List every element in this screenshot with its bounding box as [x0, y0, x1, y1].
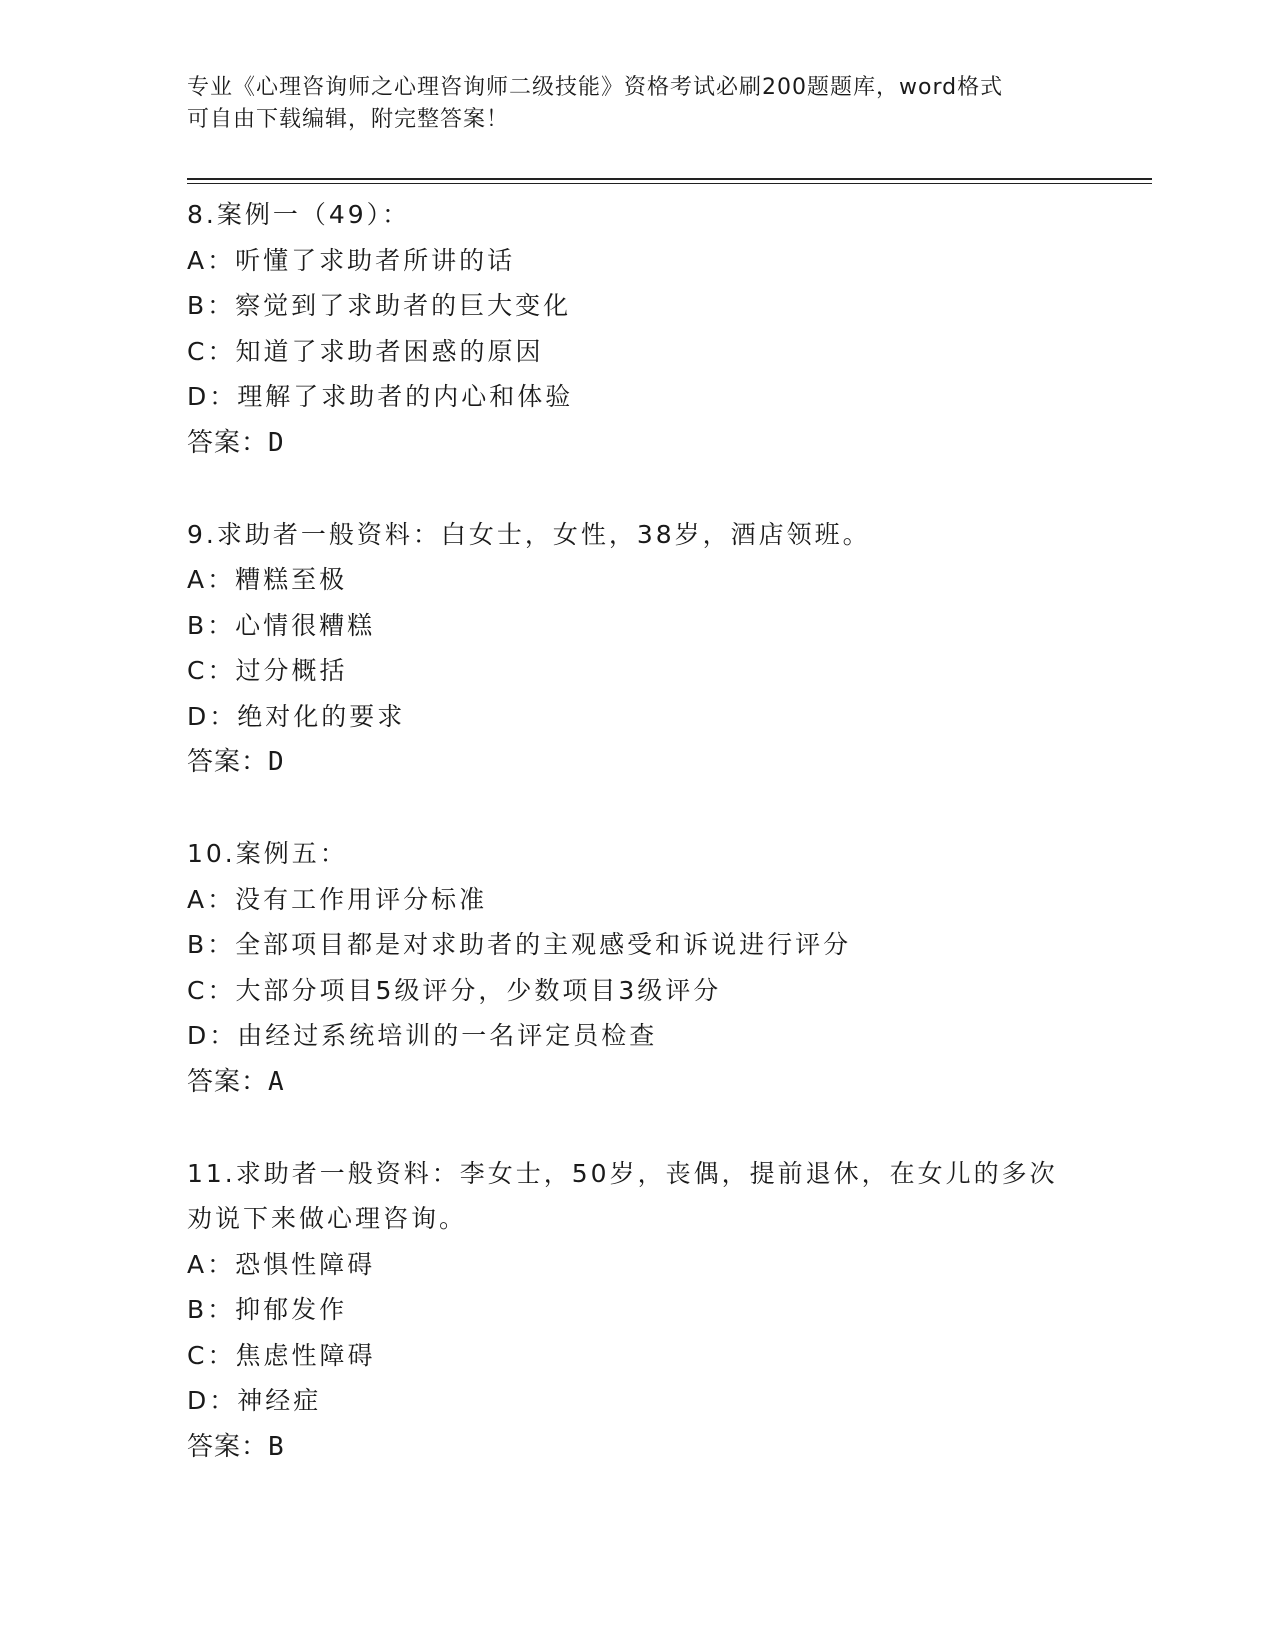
option-b: B：抑郁发作: [187, 1295, 348, 1324]
header-line-1: 专业《心理咨询师之心理咨询师二级技能》资格考试必刷200题题库，word格式: [187, 75, 1004, 100]
question-9: [187, 512, 1087, 786]
option-b: B：全部项目都是对求助者的主观感受和诉说进行评分: [187, 930, 852, 959]
option-a: A：听懂了求助者所讲的话: [187, 245, 516, 275]
answer-value: A: [268, 1066, 285, 1097]
answer-line: [187, 739, 1087, 785]
option-d: D：绝对化的要求: [187, 701, 406, 731]
answer-label: 答案：: [187, 427, 269, 458]
question-11: [187, 1151, 1087, 1470]
answer-label: 答案：: [187, 1066, 269, 1097]
option-c: C：焦虑性障碍: [187, 1340, 376, 1370]
divider-thin-line: [187, 183, 1152, 184]
option-d: D：理解了求助者的内心和体验: [187, 382, 574, 411]
question-stem: 8.案例一（49）：: [187, 200, 411, 229]
answer-line: [187, 420, 1087, 466]
document-header: [187, 72, 1087, 136]
question-stem: 10.案例五：: [187, 839, 348, 868]
header-divider: [187, 178, 1152, 184]
option-d: D：神经症: [187, 1386, 322, 1415]
option-b: B：察觉到了求助者的巨大变化: [187, 291, 572, 320]
question-8: [187, 192, 1087, 466]
option-d: D：由经过系统培训的一名评定员检查: [187, 1021, 658, 1050]
answer-label: 答案：: [187, 1431, 269, 1462]
answer-line: [187, 1424, 1087, 1470]
option-c: C：过分概括: [187, 656, 348, 685]
question-stem: 11.求助者一般资料：李女士，50岁，丧偶，提前退休，在女儿的多次劝说下来做心理咨询。: [187, 1158, 1058, 1233]
question-stem: 9.求助者一般资料：白女士，女性，38岁，酒店领班。: [187, 519, 871, 549]
answer-line: [187, 1059, 1087, 1105]
question-list: [187, 192, 1087, 1516]
answer-value: D: [268, 747, 285, 777]
option-a: A：恐惧性障碍: [187, 1249, 376, 1279]
answer-value: B: [268, 1431, 285, 1462]
option-b: B：心情很糟糕: [187, 610, 376, 640]
option-c: C：大部分项目5级评分，少数项目3级评分: [187, 975, 722, 1005]
divider-thick-line: [187, 178, 1152, 180]
option-a: A：糟糕至极: [187, 565, 348, 594]
option-a: A：没有工作用评分标准: [187, 884, 488, 914]
answer-label: 答案：: [187, 747, 269, 777]
question-10: [187, 831, 1087, 1105]
header-line-2: 可自由下载编辑，附完整答案！: [187, 107, 510, 132]
option-c: C：知道了求助者困惑的原因: [187, 336, 544, 366]
answer-value: D: [268, 427, 285, 458]
